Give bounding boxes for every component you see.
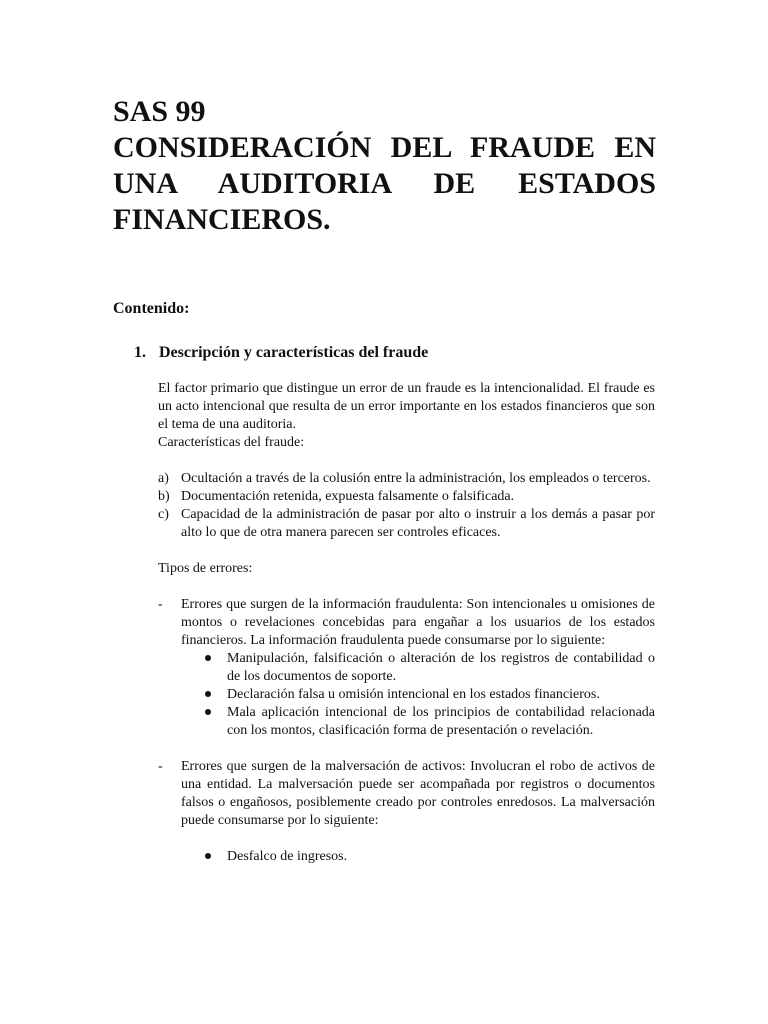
title-line-code: SAS 99 bbox=[113, 95, 206, 128]
list-item bbox=[158, 758, 655, 866]
list-item-text: Capacidad de la administración de pasar por alto o instruir a los demás a pasar por alto lo que de otra manera parecen ser controles eficaces. bbox=[181, 507, 655, 540]
section-heading bbox=[134, 343, 428, 363]
bullet-dot-icon bbox=[205, 853, 211, 859]
list-item-text: Mala aplicación intencional de los principios de contabilidad relacionada con los montos, clasificación forma de presentación o revelación. bbox=[227, 705, 655, 738]
list-marker: - bbox=[158, 759, 163, 774]
section-number: 1. bbox=[134, 344, 146, 361]
characteristics-list bbox=[158, 470, 655, 542]
bullet-dot-icon bbox=[205, 709, 211, 715]
list-item bbox=[158, 488, 655, 506]
list-marker: c) bbox=[158, 507, 169, 522]
bullet-dot-icon bbox=[205, 655, 211, 661]
section-body bbox=[158, 380, 655, 866]
list-item-text: Documentación retenida, expuesta falsamente o falsificada. bbox=[181, 489, 515, 504]
list-marker: b) bbox=[158, 489, 170, 504]
sub-bullet-list bbox=[181, 650, 655, 740]
list-item bbox=[203, 704, 655, 740]
characteristics-label: Características del fraude: bbox=[158, 435, 305, 450]
list-item bbox=[203, 650, 655, 686]
list-item bbox=[203, 848, 655, 866]
intro-paragraph: El factor primario que distingue un error de un fraude es la intencionalidad. El fraude es un acto intencional que resulta de un error importante en los estados financieros que son el tema de una auditoria. bbox=[158, 381, 655, 432]
contents-label: Contenido: bbox=[113, 300, 190, 317]
list-item bbox=[158, 470, 655, 488]
list-item-text: Errores que surgen de la malversación de activos: Involucran el robo de activos de una entidad. La malversación puede ser acompañada por registros o documentos falsos o engañosos, posiblemente creado por controles enredosos. La malversación puede consumarse por lo siguiente: bbox=[181, 759, 655, 828]
error-types-label: Tipos de errores: bbox=[158, 561, 253, 576]
document-title bbox=[113, 94, 656, 238]
list-item-text: Ocultación a través de la colusión entre la administración, los empleados o terceros. bbox=[181, 471, 651, 486]
list-marker: a) bbox=[158, 471, 169, 486]
list-marker: - bbox=[158, 597, 163, 612]
list-item bbox=[158, 596, 655, 740]
error-types-list bbox=[158, 596, 655, 866]
list-item-text: Desfalco de ingresos. bbox=[227, 849, 348, 864]
list-item-text: Declaración falsa u omisión intencional en los estados financieros. bbox=[227, 687, 600, 702]
list-item bbox=[203, 686, 655, 704]
sub-bullet-list bbox=[181, 848, 655, 866]
section-heading-text: Descripción y características del fraude bbox=[159, 344, 429, 361]
list-item bbox=[158, 506, 655, 542]
title-line-subject: CONSIDERACIÓN DEL FRAUDE EN UNA AUDITORIA DE ESTADOS FINANCIEROS. bbox=[113, 131, 656, 236]
bullet-dot-icon bbox=[205, 691, 211, 697]
list-item-text: Manipulación, falsificación o alteración de los registros de contabilidad o de los documentos de soporte. bbox=[227, 651, 655, 684]
list-item-text: Errores que surgen de la información fraudulenta: Son intencionales u omisiones de montos o revelaciones concebidas para engañar a los usuarios de los estados financieros. La información fraudulenta puede consumarse por lo siguiente: bbox=[181, 597, 655, 648]
